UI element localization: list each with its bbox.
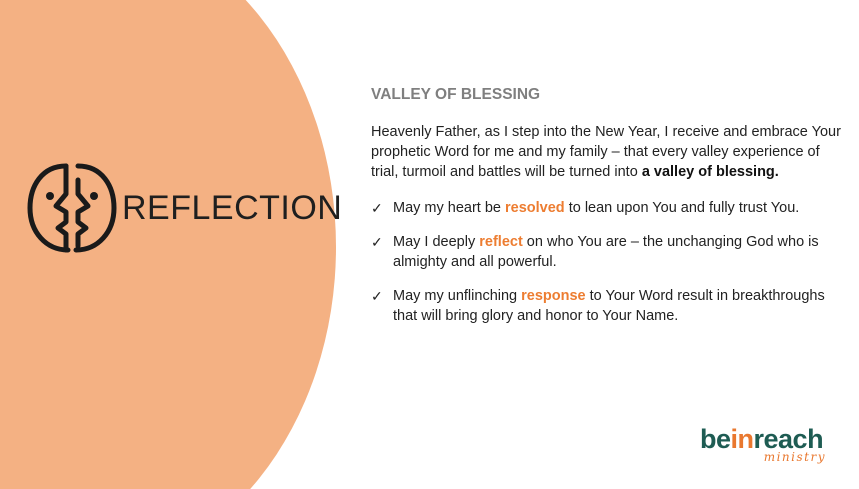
- checkmark-icon: ✓: [371, 200, 383, 216]
- bullet-text: [393, 286, 841, 326]
- bullet-text: [393, 198, 799, 218]
- bullet-highlight: response: [521, 288, 586, 304]
- bullet-highlight: reflect: [479, 234, 523, 250]
- list-item: [371, 286, 841, 326]
- logo-part-be: be: [700, 424, 731, 454]
- logo-part-reach: reach: [753, 424, 824, 454]
- bullet-text-after: to lean upon You and fully trust You.: [564, 200, 800, 216]
- reflection-badge: [26, 160, 342, 256]
- intro-text: Heavenly Father, as I step into the New Year, I receive and embrace Your prophetic Word for me and my family – that every valley experience of trial, turmoil and battles will be turned into: [371, 124, 841, 180]
- bullet-highlight: resolved: [505, 200, 565, 216]
- reflection-title: REFLECTION: [122, 189, 343, 227]
- bullet-text-before: May I deeply: [393, 234, 480, 250]
- bullet-text-before: May my heart be: [393, 200, 506, 216]
- intro-bold: a valley of blessing.: [641, 164, 779, 180]
- checkmark-icon: ✓: [371, 288, 383, 304]
- two-faces-icon: [26, 160, 118, 256]
- bullet-text-before: May my unflinching: [393, 288, 522, 304]
- beinreach-logo: [700, 426, 828, 474]
- checkmark-icon: ✓: [371, 234, 383, 250]
- bullet-text-after: to Your Word result in breakthroughs that will bring glory and honor to Your Name.: [393, 288, 825, 324]
- list-item: [371, 198, 841, 218]
- prayer-content: [371, 86, 841, 340]
- logo-wordmark: [700, 426, 828, 453]
- list-item: [371, 232, 841, 272]
- bullet-text: [393, 232, 841, 272]
- bullet-list: [371, 198, 841, 326]
- bullet-text-after: on who You are – the unchanging God who is almighty and all powerful.: [393, 234, 819, 270]
- intro-paragraph: [371, 122, 841, 182]
- logo-subtitle: ministry: [763, 450, 826, 464]
- logo-part-in: in: [730, 424, 754, 454]
- slide-heading: VALLEY OF BLESSING: [371, 86, 541, 103]
